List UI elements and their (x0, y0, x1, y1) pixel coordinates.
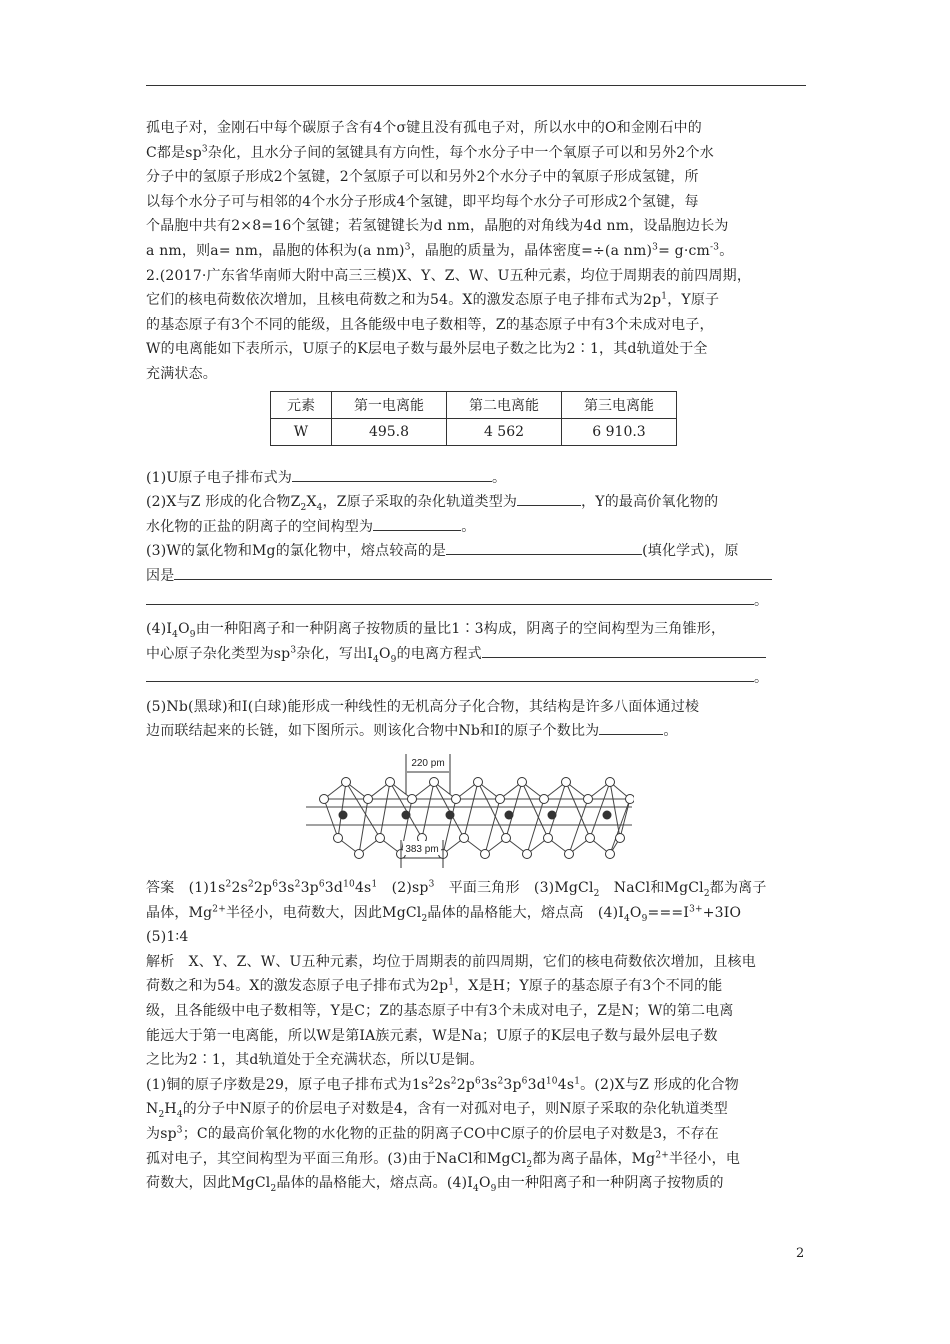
sub-question-4-cont: 。 (146, 666, 806, 691)
answer-blank[interactable] (446, 540, 642, 555)
analysis-line: 荷数之和为54。X的激发态原子电子排布式为$2p^1$，X是H；Y原子的基态原子有3个不同的能 (146, 977, 723, 995)
sub-question-3-cont: 因是 (146, 564, 806, 589)
answer-blank[interactable] (482, 643, 766, 658)
sub-question-4-cont: 中心原子杂化类型为$sp^3$杂化，写出$I_4O_9$的电离方程式 (146, 642, 806, 667)
sub-question-2-cont: 水化物的正盐的阴离子的空间构型为 。 (146, 515, 806, 540)
sub-question-5: (5)Nb(黑球)和I(白球)能形成一种线性的无机高分子化合物，其结构是许多八面体通过棱 (146, 698, 700, 715)
analysis-line: 之比为2∶1，其d轨道处于全充满状态，所以U是铜。 (146, 1052, 484, 1069)
analysis-line: 荷数大，因此MgCl$_2$晶体的晶格能大，熔点高。$(4)I_4O_9$由一种阳离子和一种阴离子按物质的 (146, 1175, 724, 1194)
table-cell: 495.8 (332, 418, 447, 445)
text-line: 个晶胞中共有2×8=16个氢键；若氢键键长为d nm，晶胞的对角线为4d nm，设晶胞边长为 (146, 218, 729, 235)
sub-question-1: (1)U原子电子排布式为 。 (146, 466, 806, 491)
table-header-cell: 元素 (271, 391, 332, 418)
text-line: 孤电子对，金刚石中每个碳原子含有4个σ键且没有孤电子对，所以水中的O和金刚石中的 (146, 120, 702, 136)
question-stem-line: W的电离能如下表所示，U原子的K层电子数与最外层电子数之比为2∶1，其d轨道处于全 (146, 341, 708, 358)
text-line: 分子中的氢原子形成2个氢键，2个氢原子可以和另外2个水分子中的氧原子形成氢键，所 (146, 169, 699, 186)
question-stem-line: 充满状态。 (146, 365, 217, 382)
question-stem-line: 它们的核电荷数依次增加，且核电荷数之和为54。X的激发态原子电子排布式为$2p^1$，Y原子 (146, 291, 720, 309)
distance-label-220: 220 pm (411, 758, 445, 770)
document-body (146, 116, 806, 1196)
question-stem-line: 的基态原子有3个不同的能级，且各能级中电子数相等，Z的基态原子中有3个未成对电子， (146, 316, 714, 333)
text-line: a nm，则a= nm，晶胞的体积为(a nm)$^3$，晶胞的质量为，晶体密度=÷(a $nm)^3= g\cdot cm^{-3}$。 (146, 242, 734, 259)
analysis-line: (1)铜的原子序数是29，原子电子排布式为$1s^22s^22p^63s^23p^63d^{10}4s^1$。(2)X与Z 形成的化合物 (146, 1076, 739, 1093)
sub-question-3: (3)W的氯化物和Mg的氯化物中，熔点较高的是 (填化学式)，原 (146, 539, 806, 564)
sub-question-3-cont: 。 (146, 589, 806, 614)
answer-blank[interactable] (373, 516, 461, 531)
ionization-energy-table (270, 391, 677, 446)
question-2 (146, 264, 806, 387)
sub-question-5-cont: 边而联结起来的长链，如下图所示。则该化合物中Nb和I的原子个数比为 。 (146, 719, 806, 744)
analysis-section (146, 950, 806, 1196)
analysis-line: 级，且各能级中电子数相等，Y是C；Z的基态原子中有3个未成对电子，Z是N；W的第二电离 (146, 1003, 734, 1020)
question-stem-line: 2.(2017·广东省华南师大附中高三三模)X、Y、Z、W、U五种元素，均位于周期表的前四周期， (146, 267, 752, 284)
octahedra-chain-diagram (304, 752, 634, 870)
answer-blank[interactable] (146, 667, 754, 682)
analysis-line: 孤对电子，其空间构型为平面三角形。(3)由于NaCl和MgCl$_2$都为离子晶体，$Mg^{2+}$半径小，电 (146, 1149, 741, 1170)
text-line: C都是$sp^3$杂化，且水分子间的氢键具有方向性，每个水分子中一个氧原子可以和另外2个水 (146, 143, 714, 161)
table-cell: 6 910.3 (562, 418, 677, 445)
answer-section (146, 876, 806, 950)
text-line: 以每个水分子可与相邻的4个水分子形成4个氢键，即平均每个水分子可形成2个氢键，每 (146, 193, 699, 210)
answer-blank[interactable] (174, 565, 772, 580)
prev-solution-continuation (146, 116, 806, 264)
answer-line: (5)1∶4 (146, 929, 189, 946)
table-header-cell: 第三电离能 (562, 391, 677, 418)
table-header-cell: 第一电离能 (332, 391, 447, 418)
analysis-line: $N_2H_4$的分子中N原子的价层电子对数是4，含有一对孤对电子，则N原子采取的杂化轨道类型 (146, 1101, 728, 1121)
sub-question-4: $(4)I_4O_9$由一种阳离子和一种阴离子按物质的量比1∶3构成，阴离子的空间构型为三角锥形， (146, 621, 726, 640)
distance-label-383: 383 pm (405, 844, 439, 856)
answer-line: 答案 $(1)1s^22s^22p^63s^23p^63d^{10}4s^1$ $(2)sp^3$ 平面三角形 (3)MgCl$_2$ NaCl和MgCl$_2$都为离子 (146, 879, 767, 899)
table-header-row (271, 391, 677, 418)
answer-blank[interactable] (517, 491, 581, 506)
analysis-line: 解析 X、Y、Z、W、U五种元素，均位于周期表的前四周期，它们的核电荷数依次增加，且核电 (146, 953, 756, 970)
page-number: 2 (796, 1246, 805, 1261)
answer-line: 晶体，$Mg^{2+}$半径小，电荷数大，因此MgCl$_2$晶体的晶格能大，熔点高 $(4)I_4O_9===I^{3+}+3IO$ (146, 904, 742, 924)
table-cell: 4 562 (447, 418, 562, 445)
analysis-line: 为$sp^3$；C的最高价氧化物的水化物的正盐的阴离子CO中C原子的价层电子对数是3，不存在 (146, 1125, 720, 1142)
table-row (271, 418, 677, 445)
header-rule (146, 85, 806, 86)
analysis-line: 能远大于第一电离能，所以W是第ⅠA族元素，W是Na；U原子的K层电子数与最外层电子数 (146, 1027, 718, 1044)
answer-blank[interactable] (146, 590, 754, 605)
sub-question-2: (2)X与Z 形成的化合物$Z_2X_4$，Z原子采取的杂化轨道类型为 ，Y的最高价氧化物的 (146, 490, 806, 515)
table-cell: W (271, 418, 332, 445)
answer-blank[interactable] (599, 720, 663, 735)
answer-blank[interactable] (292, 467, 492, 482)
nb-i-chain-figure (304, 752, 634, 870)
table-header-cell: 第二电离能 (447, 391, 562, 418)
